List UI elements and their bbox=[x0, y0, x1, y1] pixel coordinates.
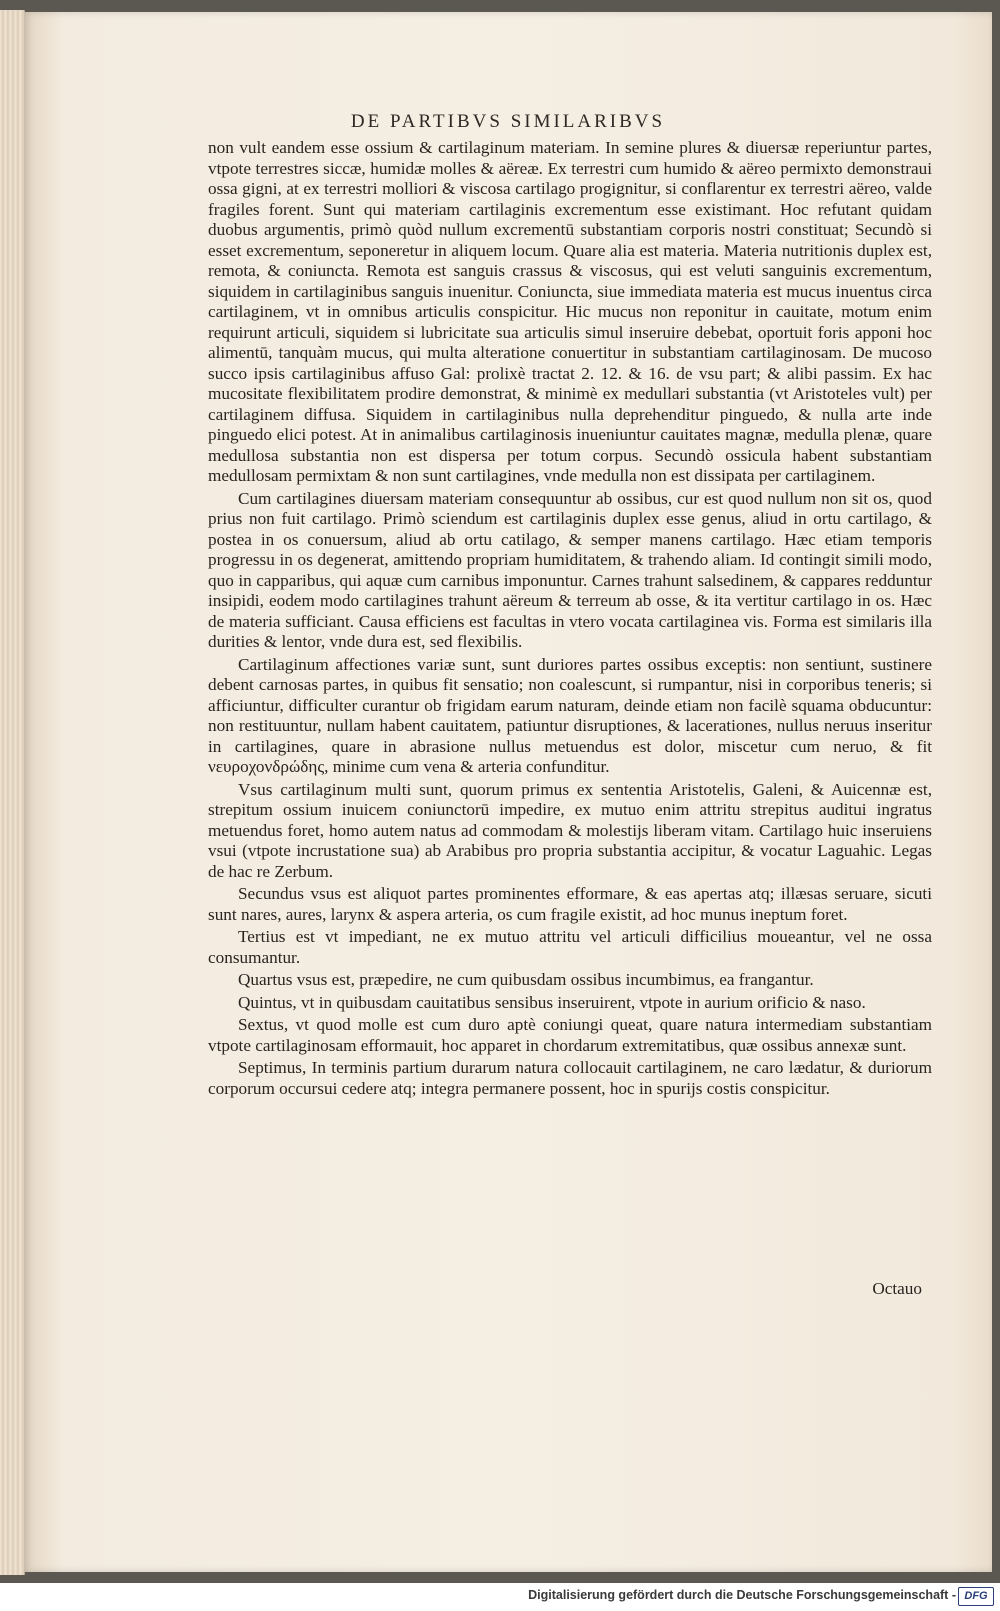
book-page-edges bbox=[0, 10, 25, 1575]
paragraph: Vsus cartilaginum multi sunt, quorum primus ex sententia Aristotelis, Galeni, & Auicennæ est, strepitum ossium inuicem coniunctorū impedire, ex mutuo enim attritu strepitus auditui ingratus metuendus foret, homo autem natus ad commodam & molestijs liberam vitam. Cartilago huic inseruiens vsui (vtpote incrustatione sua) ab Arabibus pro propria substantia accipitur, & vocatur Laguahic. Legas de hac re Zerbum. bbox=[208, 779, 932, 881]
catchword: Octauo bbox=[872, 1279, 922, 1298]
body-text bbox=[208, 138, 932, 1101]
paragraph: Septimus, In terminis partium durarum natura collocauit cartilaginem, ne caro lædatur, & duriorum corporum occursui cedere atq; integra permanere possent, hoc in spurijs costis conspicitur. bbox=[208, 1058, 932, 1098]
dfg-logo-icon: DFG bbox=[958, 1587, 994, 1606]
paragraph: non vult eandem esse ossium & cartilaginum materiam. In semine plures & diuersæ reperiuntur partes, vtpote terrestres siccæ, humidæ molles & aëreæ. Ex terrestri cum humido & aëreo permixto demonstraui ossa gigni, at ex terrestri molliori & viscosa cartilago progignitur, si conflarentur ex terrestri aëreo, valde fragiles forent. Sunt qui materiam cartilaginis excrementum esse existimant. Hoc refutant quidam duobus argumentis, primò quòd nullum excrementū substantiam corporis nostri constituat; Secundò si esset excrementum, seponeretur in aliquem locum. Quare alia est materia. Materia nutritionis duplex est, remota, & coniuncta. Remota est sanguis crassus & viscosus, qui est veluti sanguinis excrementum, siquidem in cartilaginibus sanguis inuenitur. Coniuncta, siue immediata materia est mucus inuentus circa cartilaginem, vt in omnibus articulis conspicitur. Hic mucus non reponitur in cauitate, motum enim requirunt articuli, siquidem si lubricitate sua articulis simul inseruire debebat, oportuit foris apponi hoc alimentū, tanquàm mucus, qui multa alteratione conuertitur in substantiam cartilaginosam. De mucoso succo ipsis cartilaginibus affuso Gal: prolixè tractat 2. 12. & 16. de vsu part; & alibi passim. Ex hac mucositate flexibilitatem prodire demonstrat, & minimè ex medullari substantia (vt Aristoteles vult) per cartilaginem diffusa. Siquidem in cartilaginibus nulla deprehenditur pinguedo, & nulla arte inde pinguedo elici potest. At in animalibus cartilaginosis inueniuntur cauitates magnæ, medulla plenæ, quare medullosa substantia non est dispersa per totum corpus. Secundò ossicula habent substantiam medullosam permixtam & non sunt cartilagines, vnde medulla non est dissipata per cartilaginem. bbox=[208, 138, 932, 485]
paragraph: Cartilaginum affectiones variæ sunt, sunt duriores partes ossibus exceptis: non sentiunt, sustinere debent carnosas partes, in quibus fit sensatio; non coalescunt, si rumpantur, nisi in corporibus teneris; si afficiuntur, difficulter curantur ob frigidam earum naturam, deinde etiam non facilè squama obducuntur: non restituuntur, nullam habent cauitatem, patiuntur disruptiones, & lacerationes, nullus neruus inseritur in cartilagines, quare in abrasione nullus metuendus est dolor, miscetur cum neruo, & fit νευροχονδρώδης, minime cum vena & arteria confunditur. bbox=[208, 654, 932, 776]
paragraph: Tertius est vt impediant, ne ex mutuo attritu vel articuli difficilius moueantur, vel ne ossa consumantur. bbox=[208, 927, 932, 967]
paragraph: Cum cartilagines diuersam materiam consequuntur ab ossibus, cur est quod nullum non sit os, quod prius non fuit cartilago. Primò sciendum est cartilaginis duplex esse genus, aliud in ortu cartilago, & postea in os conuersum, aliud ab ortu catilago, & semper manens cartilago. Hæc etiam temporis progressu in os degenerat, amittendo propriam humiditatem, & trahendo aliam. Id contingit simili modo, quo in capparibus, qui aquæ cum carnibus imponuntur. Carnes trahunt salsedinem, & cappares redduntur insipidi, eodem modo cartilagines trahunt aëreum & terreum ab osse, & ita vertitur cartilago in os. Hæc de materia sufficiant. Causa efficiens est facultas in vtero vocata cartilaginea vis. Forma est similaris illa durities & lentor, vnde dura est, sed flexibilis. bbox=[208, 488, 932, 651]
paragraph: Sextus, vt quod molle est cum duro aptè coniungi queat, quare natura intermediam substantiam vtpote cartilaginosam efformauit, hoc apparet in chordarum extremitatibus, quæ ossibus annexæ sunt. bbox=[208, 1015, 932, 1055]
funding-notice: Digitalisierung gefördert durch die Deutsche Forschungsgemeinschaft - bbox=[528, 1588, 956, 1602]
book-page bbox=[24, 12, 992, 1572]
paragraph: Quartus vsus est, præpedire, ne cum quibusdam ossibus incumbimus, ea frangantur. bbox=[238, 970, 814, 989]
paragraph: Quintus, vt in quibusdam cauitatibus sensibus inseruirent, vtpote in aurium orificio & naso. bbox=[238, 992, 866, 1012]
running-head: DE PARTIBVS SIMILARIBVS bbox=[350, 111, 666, 132]
footer-bar bbox=[0, 1583, 1000, 1611]
paragraph: Secundus vsus est aliquot partes prominentes efformare, & eas apertas atq; illæsas seruare, sicuti sunt nares, aures, larynx & aspera arteria, os cum fragile existit, ad hoc munus ineptum foret. bbox=[208, 884, 932, 924]
